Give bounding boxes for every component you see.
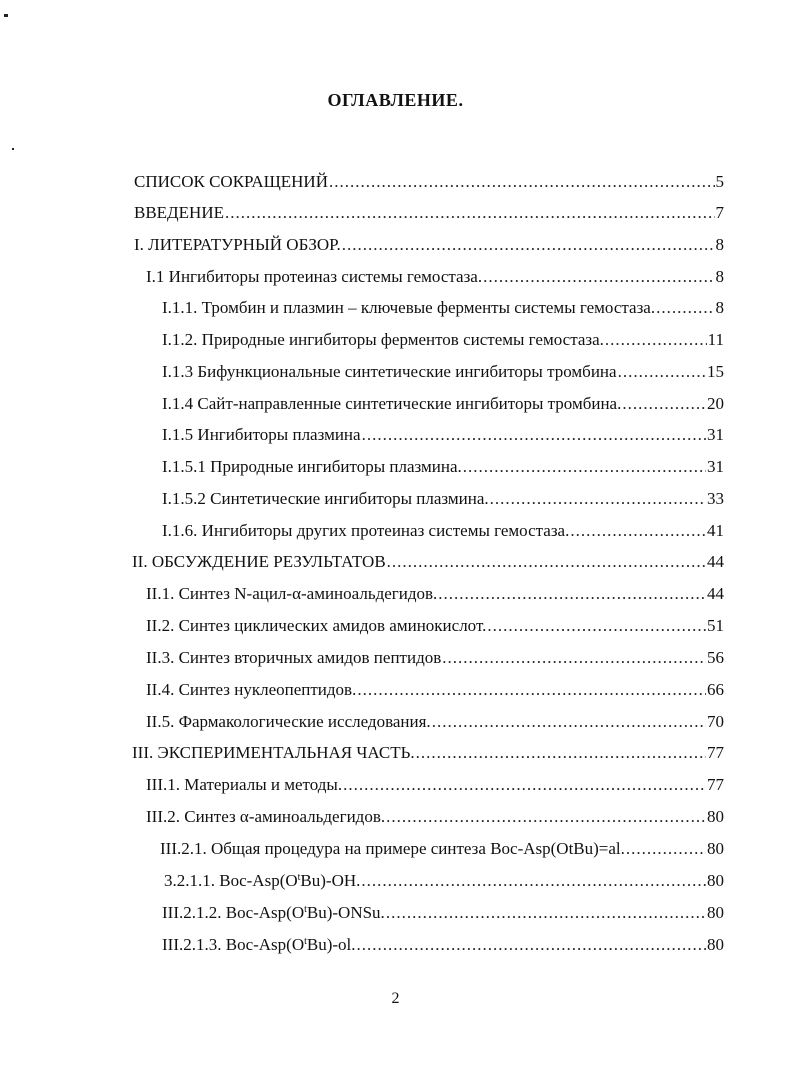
toc-entry-label: II.1. Синтез N-ацил-α-аминоальдегидов. <box>146 584 438 603</box>
toc-entry-label: I.1.5.1 Природные ингибиторы плазмина. <box>162 457 462 476</box>
toc-entry <box>162 328 724 352</box>
toc-entry <box>162 392 724 416</box>
toc-label-part: Bu)-ol. <box>306 935 356 954</box>
toc-label-part: 3.2.1.1. Boc-Asp(O <box>164 871 298 890</box>
toc-leader-dots <box>357 933 706 957</box>
toc-label-superscript: t <box>304 936 307 947</box>
toc-leader-dots <box>361 869 706 893</box>
toc-entry <box>162 487 724 511</box>
toc-entry-page: 8 <box>715 235 724 254</box>
toc-entry-page: 31 <box>707 457 724 476</box>
toc-entry-page: 5 <box>715 172 724 191</box>
toc-entry-label <box>164 869 360 893</box>
toc-leader-dots <box>387 550 706 574</box>
toc-entry-label: I.1.5 Ингибиторы плазмина <box>162 425 361 444</box>
toc-entry <box>162 360 724 384</box>
toc-label-part: III.2.1.2. Boc-Asp(O <box>162 903 305 922</box>
toc-entry <box>146 805 724 829</box>
toc-entry-page: 20 <box>707 394 724 413</box>
toc-label-part: Bu)-OH. <box>300 871 361 890</box>
toc-leader-dots <box>342 233 715 257</box>
toc-leader-dots <box>357 678 706 702</box>
toc-leader-dots <box>487 614 706 638</box>
toc-entry <box>164 869 724 893</box>
toc-entry-page: 31 <box>707 425 724 444</box>
toc-entry-page: 77 <box>707 743 724 762</box>
toc-leader-dots <box>362 423 706 447</box>
toc-entry-label: III. ЭКСПЕРИМЕНТАЛЬНАЯ ЧАСТЬ. <box>132 743 415 762</box>
toc-entry-label <box>162 901 385 925</box>
toc-entry <box>146 710 724 734</box>
toc-entry <box>162 933 724 957</box>
toc-entry-page: 7 <box>715 203 724 222</box>
page-number: 2 <box>391 990 400 1007</box>
toc-leader-dots <box>570 519 706 543</box>
toc-entry-label: I.1.1. Тромбин и плазмин – ключевые ферменты системы гемостаза. <box>162 298 656 317</box>
toc-leader-dots <box>225 201 715 225</box>
toc-entry <box>146 582 724 606</box>
toc-entry-label: I.1.3 Бифункциональные синтетические ингибиторы тромбина <box>162 362 617 381</box>
toc-entry-page: 56 <box>707 648 724 667</box>
toc-entry-label: ВВЕДЕНИЕ <box>134 203 224 222</box>
toc-leader-dots <box>626 837 706 861</box>
toc-entry <box>162 296 724 320</box>
toc-entry-label: I.1.2. Природные ингибиторы ферментов системы гемостаза. <box>162 330 604 349</box>
toc-entry <box>162 901 724 925</box>
toc-label-part: Bu)-ONSu. <box>306 903 385 922</box>
toc-leader-dots <box>386 901 706 925</box>
toc-label-superscript: t <box>297 872 301 883</box>
toc-entry <box>160 837 724 861</box>
toc-entry <box>132 550 724 574</box>
toc-entry <box>134 170 724 194</box>
toc-leader-dots <box>386 805 706 829</box>
toc-entry-page: 15 <box>707 362 724 381</box>
scan-speck-top <box>4 14 8 17</box>
toc-entry-page: 80 <box>707 807 724 826</box>
toc-entry <box>146 773 724 797</box>
toc-entry-page: 66 <box>707 680 724 699</box>
toc-label-part: III.2.1.3. Boc-Asp(O <box>162 935 305 954</box>
toc-entry <box>134 233 724 257</box>
toc-entry-label: I.1.5.2 Синтетические ингибиторы плазмина. <box>162 489 489 508</box>
toc-leader-dots <box>490 487 706 511</box>
toc-entry-label: II.5. Фармакологические исследования. <box>146 712 431 731</box>
toc-leader-dots <box>329 170 715 194</box>
toc-entry-page: 44 <box>707 552 724 571</box>
toc-entry-page: 8 <box>715 298 724 317</box>
toc-entry-page: 51 <box>707 616 724 635</box>
toc-leader-dots <box>656 296 714 320</box>
toc-entry <box>146 265 724 289</box>
toc-entry-page: 70 <box>707 712 724 731</box>
toc-entry-label: II.4. Синтез нуклеопептидов. <box>146 680 357 699</box>
toc-entry <box>132 741 724 765</box>
toc-entry <box>162 519 724 543</box>
toc-leader-dots <box>432 710 706 734</box>
toc-entry-label: СПИСОК СОКРАЩЕНИЙ <box>134 172 328 191</box>
toc-entry-label: III.2.1. Общая процедура на примере синтеза Boc-Asp(OtBu)=al. <box>160 839 625 858</box>
toc-entry-page: 80 <box>707 935 724 954</box>
toc-entry-page: 33 <box>707 489 724 508</box>
toc-entry-label: III.1. Материалы и методы. <box>146 775 343 794</box>
toc-entry-label: I.1.4 Сайт-направленные синтетические ингибиторы тромбина. <box>162 394 622 413</box>
toc-leader-dots <box>416 741 706 765</box>
toc-label-superscript: t <box>304 904 307 915</box>
toc-leader-dots <box>463 455 706 479</box>
toc-leader-dots <box>483 265 714 289</box>
toc-leader-dots <box>605 328 707 352</box>
toc-entry-label: II.3. Синтез вторичных амидов пептидов <box>146 648 442 667</box>
toc-entry <box>146 614 724 638</box>
toc-leader-dots <box>622 392 706 416</box>
toc-entry-label: I. ЛИТЕРАТУРНЫЙ ОБЗОР. <box>134 235 341 254</box>
toc-entry-page: 8 <box>715 267 724 286</box>
toc-entry-page: 44 <box>707 584 724 603</box>
toc-leader-dots <box>343 773 706 797</box>
toc-leader-dots <box>618 360 706 384</box>
page-title: ОГЛАВЛЕНИЕ. <box>327 90 464 110</box>
toc-entry-label: II. ОБСУЖДЕНИЕ РЕЗУЛЬТАТОВ <box>132 552 386 571</box>
toc-entry-label: I.1.6. Ингибиторы других протеиназ системы гемостаза. <box>162 521 570 540</box>
toc-entry <box>146 646 724 670</box>
toc-entry <box>134 201 724 225</box>
toc-entry-page: 80 <box>707 839 724 858</box>
toc-entry <box>146 678 724 702</box>
toc-entry-label <box>162 933 356 957</box>
toc-entry-label: III.2. Синтез α-аминоальдегидов. <box>146 807 386 826</box>
toc-entry-label: I.1 Ингибиторы протеиназ системы гемостаза. <box>146 267 483 286</box>
toc-entry-page: 11 <box>707 330 724 349</box>
toc-entry-page: 77 <box>707 775 724 794</box>
toc-entry <box>162 423 724 447</box>
toc-entry-page: 80 <box>707 871 724 890</box>
toc-entry-label: II.2. Синтез циклических амидов аминокислот. <box>146 616 487 635</box>
toc-entry-page: 41 <box>707 521 724 540</box>
toc-leader-dots <box>438 582 706 606</box>
toc-entry-page: 80 <box>707 903 724 922</box>
toc-entry <box>162 455 724 479</box>
toc-leader-dots <box>442 646 706 670</box>
scan-speck-left <box>12 148 14 150</box>
